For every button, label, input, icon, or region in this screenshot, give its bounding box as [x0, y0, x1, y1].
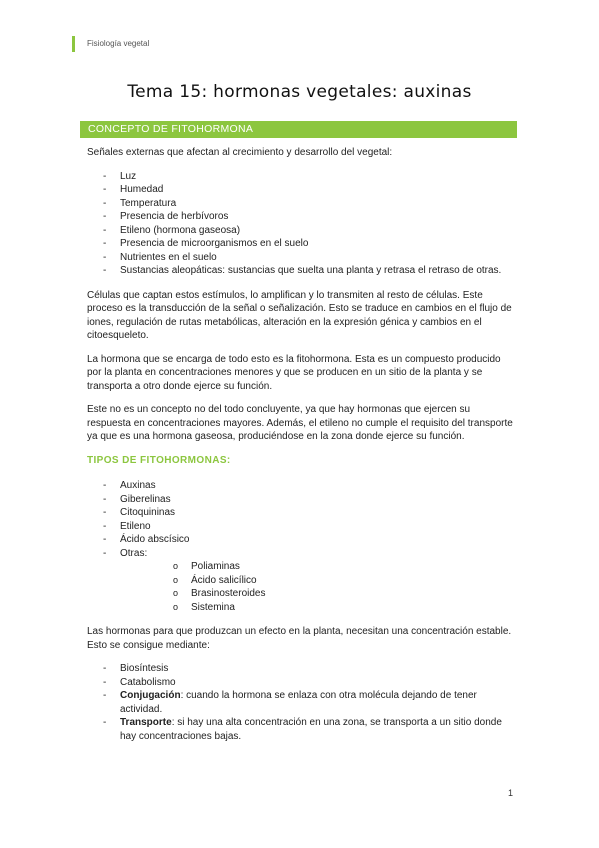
- list-item-otras: [87, 547, 515, 615]
- term-transporte: Transporte: [120, 717, 172, 728]
- list-item: - Biosíntesis: [87, 662, 515, 676]
- sublist-item: o Ácido salicílico: [120, 574, 515, 588]
- list-item: - Sustancias aleopáticas: sustancias que suelta una planta y retrasa el retraso de otras.: [87, 264, 515, 278]
- concentration-paragraph: Las hormonas para que produzcan un efecto en la planta, necesitan una concentración estable. Esto se consigue mediante:: [87, 626, 512, 651]
- term-conjugacion: Conjugación: [120, 690, 181, 701]
- body-paragraph: La hormona que se encarga de todo esto es la fitohormona. Esta es un compuesto producido por la planta en concentraciones menores y que se producen en un sitio de la planta y se transporta a otro donde ejerce su función.: [87, 353, 501, 392]
- mechanisms-list: [87, 662, 515, 743]
- list-item: - Presencia de herbívoros: [87, 210, 515, 224]
- header-label: Fisiología vegetal: [87, 39, 150, 48]
- sublist-item: o Brasinosteroides: [120, 587, 515, 601]
- sublist-item: o Poliaminas: [120, 560, 515, 574]
- sublist-item: o Sistemina: [120, 601, 515, 615]
- list-item: - Giberelinas: [87, 493, 515, 507]
- list-item: - Humedad: [87, 183, 515, 197]
- list-item: - Nutrientes en el suelo: [87, 251, 515, 265]
- list-item: - Etileno: [87, 520, 515, 534]
- body-paragraph: Este no es un concepto no del todo concluyente, ya que hay hormonas que ejercen su respuesta en concentraciones mayores. Además, el etileno no cumple el requisito del transporte ya que es una hormona gaseosa, produciéndose en la zona donde ejerce su función.: [87, 404, 513, 442]
- definition-transporte: : si hay una alta concentración en una zona, se transporta a un sitio donde hay concentraciones bajas.: [120, 717, 502, 742]
- running-header: [72, 36, 149, 52]
- list-item-conjugacion: [87, 689, 515, 716]
- list-item: - Catabolismo: [87, 676, 515, 690]
- list-item: - Temperatura: [87, 197, 515, 211]
- otras-sublist: [120, 560, 515, 614]
- body-paragraph: Células que captan estos estímulos, lo amplifican y lo transmiten al resto de células. Este proceso es la transducción de la señal o señalización. Esto se traduce en cambios en el flujo de iones, regulación de rutas metabólicas, alteración en la expresión génica y cambios en el citoesqueleto.: [87, 289, 512, 341]
- list-item: - Luz: [87, 170, 515, 184]
- list-item-transporte: [87, 716, 515, 743]
- page-number: 1: [508, 788, 514, 798]
- intro-paragraph: Señales externas que afectan al crecimiento y desarrollo del vegetal:: [87, 147, 393, 158]
- list-item: - Citoquininas: [87, 506, 515, 520]
- list-item: - Etileno (hormona gaseosa): [87, 224, 515, 238]
- tipos-heading: TIPOS DE FITOHORMONAS:: [87, 454, 231, 466]
- list-item: - Auxinas: [87, 479, 515, 493]
- signals-list: [87, 170, 515, 278]
- document-body: [87, 146, 515, 754]
- list-item: - Presencia de microorganismos en el suelo: [87, 237, 515, 251]
- section-heading-bar: CONCEPTO DE FITOHORMONA: [80, 121, 517, 138]
- page-title: Tema 15: hormonas vegetales: auxinas: [127, 82, 472, 102]
- list-item: - Ácido abscísico: [87, 533, 515, 547]
- list-item-label: Otras:: [120, 547, 148, 559]
- tipos-list: [87, 479, 515, 614]
- definition-conjugacion: : cuando la hormona se enlaza con otra molécula dejando de tener actividad.: [120, 690, 477, 715]
